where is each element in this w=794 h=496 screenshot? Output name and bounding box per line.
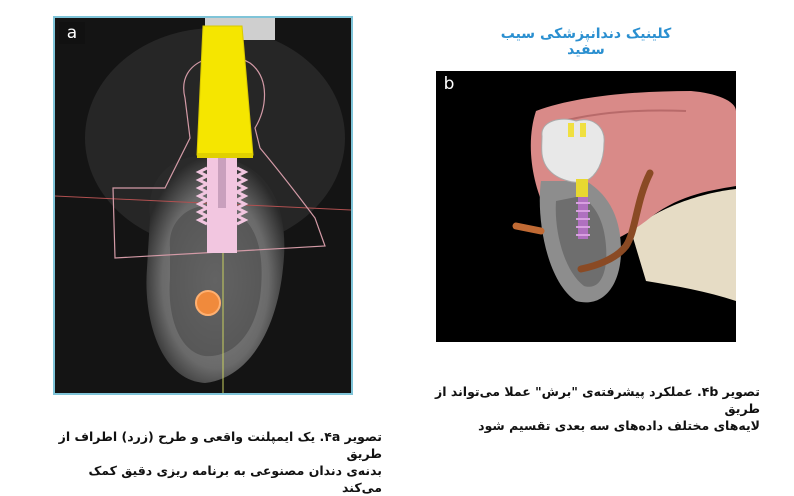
clinic-title: کلینیک دندانپزشکی سیب سفید xyxy=(500,26,672,58)
ct-scan-image-a xyxy=(53,16,353,395)
figure-b-caption xyxy=(410,383,760,434)
ct-scan-drawing xyxy=(55,18,351,393)
figure-b-label: b xyxy=(438,73,460,95)
figure-b-caption-line1: تصویر ۴b. عملکرد پیشرفته‌ی "برش" عملا می‌تواند از طریق xyxy=(435,384,760,416)
nerve-canal-marker xyxy=(196,291,220,315)
figure-a-caption-line2: بدنه‌ی دندان مصنوعی به برنامه ریزی دقیق کمک می‌کند xyxy=(88,463,382,495)
3d-render-image-b xyxy=(436,71,736,342)
3d-render-drawing xyxy=(436,71,736,342)
figure-a-caption-line1: تصویر ۴a. یک ایمپلنت واقعی و طرح (زرد) اطراف از طریق xyxy=(58,429,382,461)
figure-b-caption-line2: لایه‌های مختلف داده‌های سه بعدی تقسیم شود xyxy=(478,418,760,433)
implant-3d xyxy=(576,197,590,239)
figure-a-label: a xyxy=(59,22,85,44)
figure-a-caption xyxy=(52,428,382,496)
